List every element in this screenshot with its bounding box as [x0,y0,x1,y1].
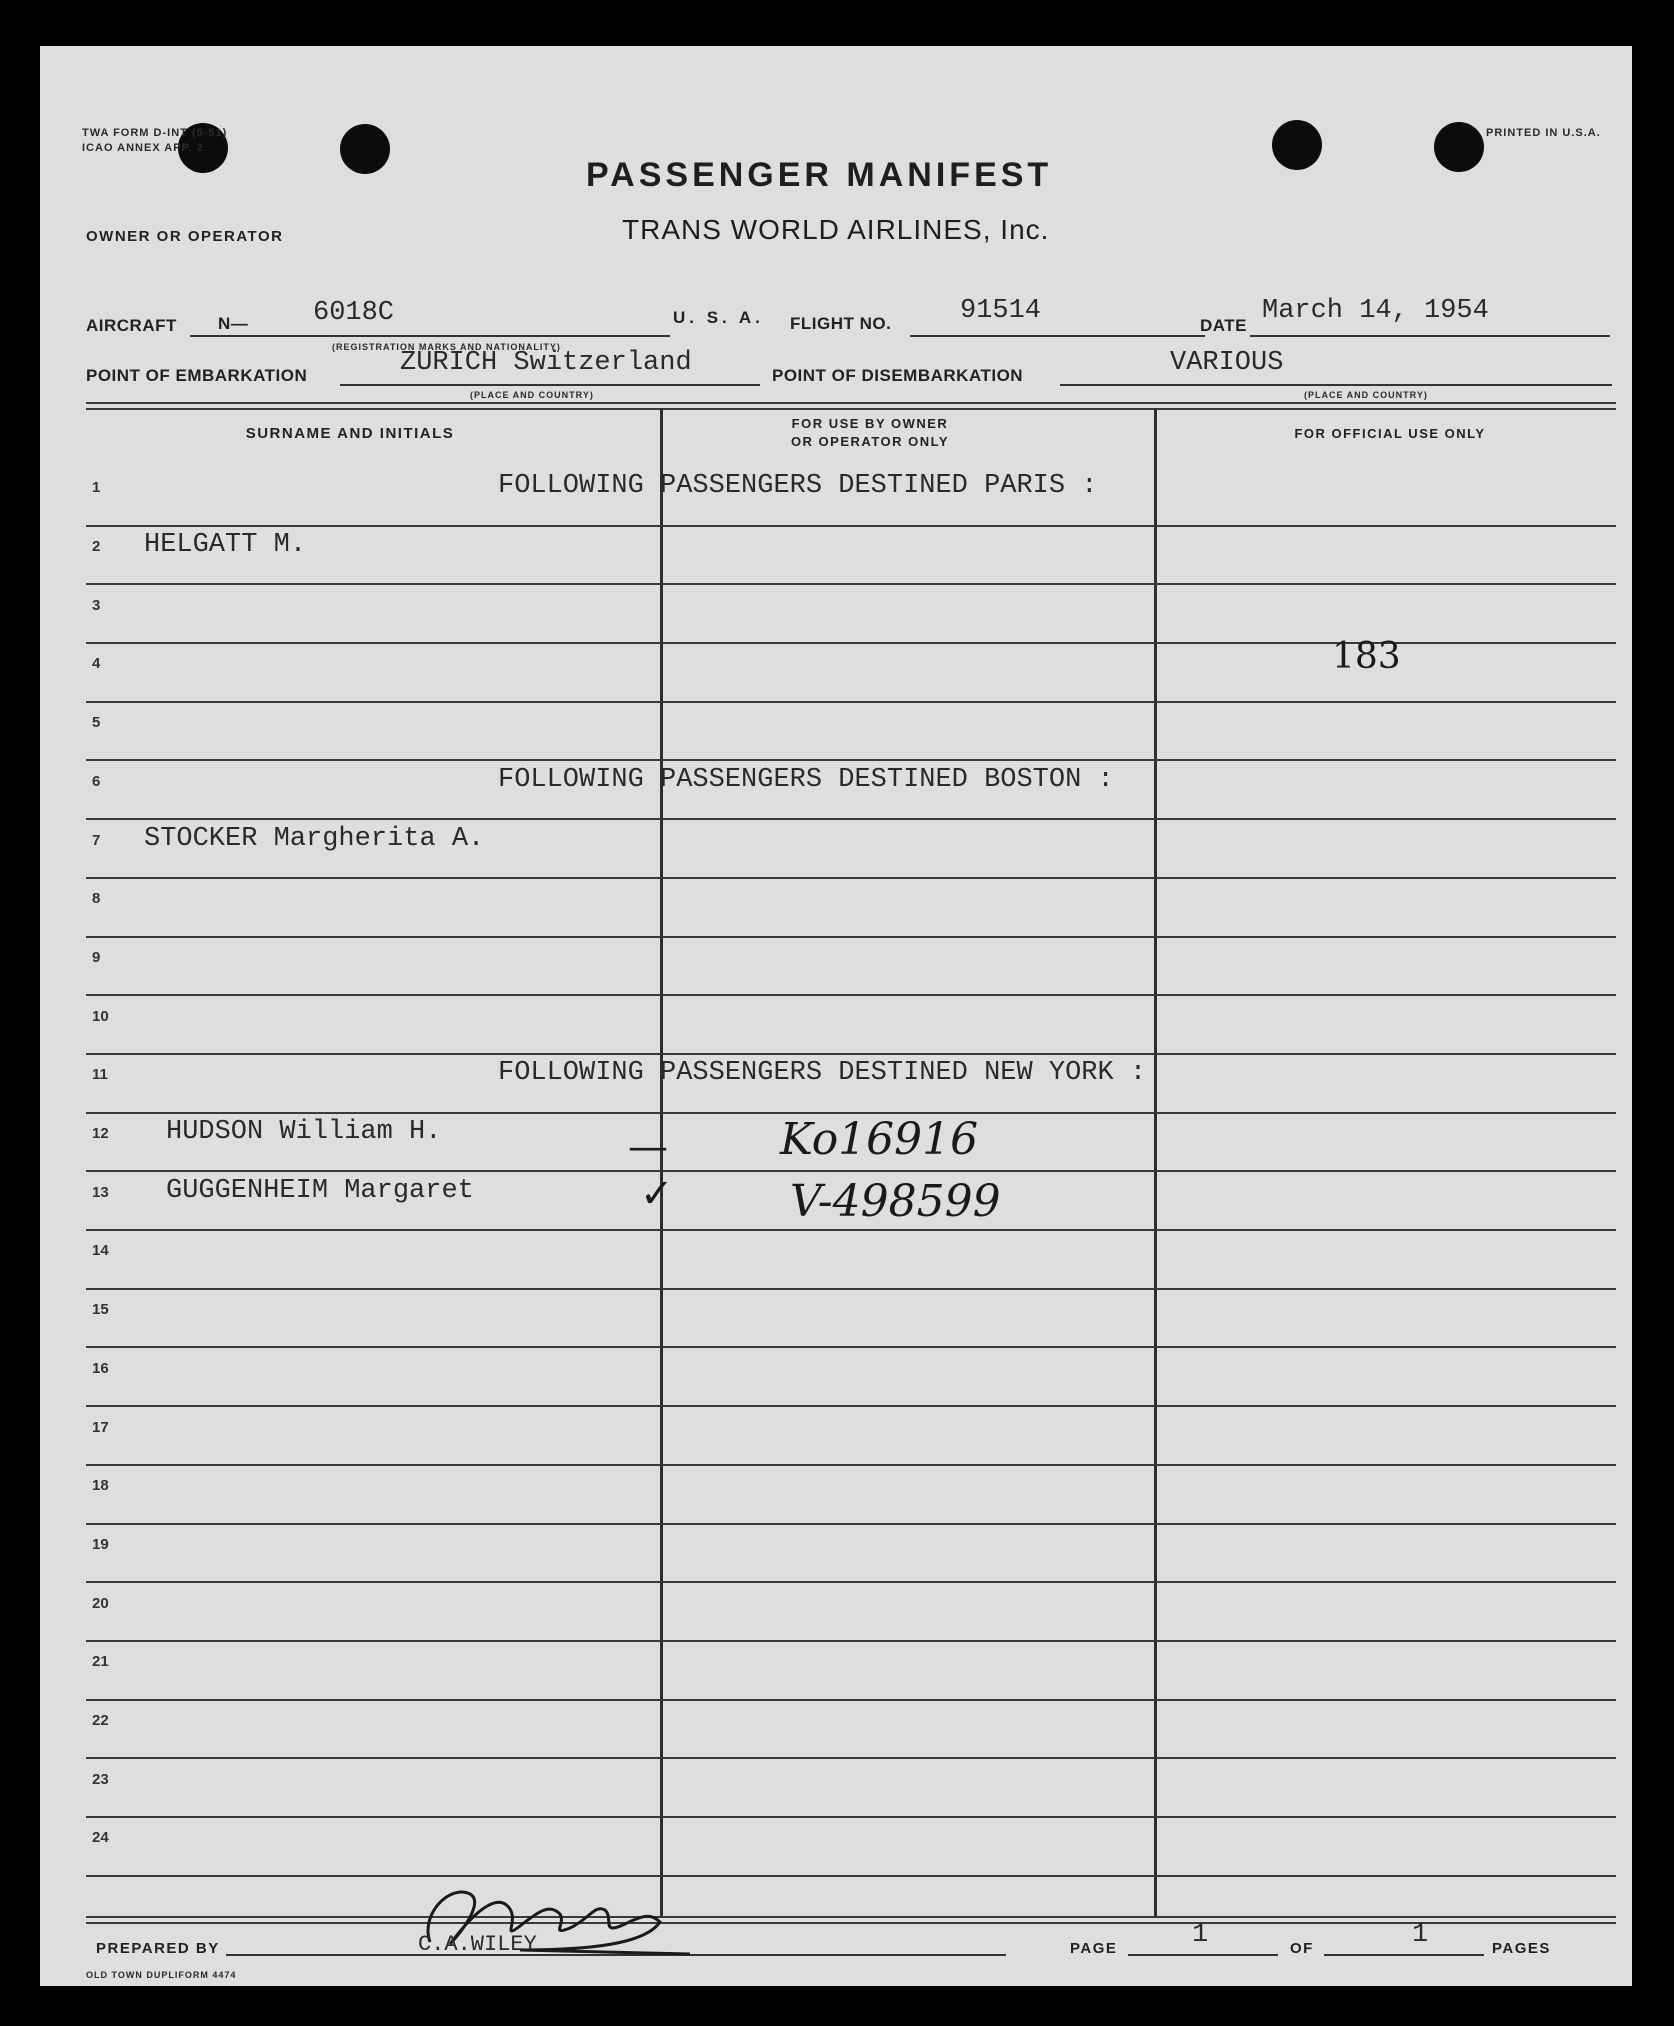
row-number: 3 [92,596,101,614]
registration-note: (REGISTRATION MARKS AND NATIONALITY) [332,342,561,352]
column-surname-header: SURNAME AND INITIALS [245,425,455,442]
table-row [40,1818,1632,1877]
page-label: PAGE [1070,1940,1118,1957]
operator-name: TRANS WORLD AIRLINES, Inc. [622,214,1050,245]
footer-rule [86,1922,1616,1924]
table-row [40,820,1632,879]
table-row [40,1525,1632,1584]
row-number: 20 [92,1594,109,1612]
manifest-sheet [40,46,1632,1986]
aircraft-underline [190,335,670,337]
disembarkation-note: (PLACE AND COUNTRY) [1304,390,1428,400]
row-number: 17 [92,1418,109,1436]
table-row [40,1407,1632,1466]
passport-guggenheim: V-498599 [790,1176,1001,1227]
official-note-183: 183 [1332,636,1401,677]
row-number: 19 [92,1535,109,1553]
form-annex: ICAO ANNEX APP. 2 [82,142,204,154]
passport-hudson: Ko16916 [780,1114,979,1165]
row-number: 5 [92,714,101,732]
column-owner-header-2: OR OPERATOR ONLY [790,434,950,449]
flight-underline [910,335,1205,337]
row-number: 21 [92,1653,109,1671]
date-value: March 14, 1954 [1262,296,1489,326]
table-row [40,1466,1632,1525]
form-title: PASSENGER MANIFEST [586,156,1053,194]
row-number: 11 [92,1066,108,1084]
row-number: 18 [92,1477,109,1495]
row-number: 16 [92,1359,109,1377]
disembarkation-label: POINT OF DISEMBARKATION [772,366,1024,385]
table-row [40,879,1632,938]
page-underline [1128,1954,1278,1956]
header-rule [86,402,1616,404]
usa-label: U. S. A. [673,308,764,327]
check-mark-hudson: — [628,1124,668,1170]
disembarkation-underline [1060,384,1612,386]
aircraft-label: AIRCRAFT [86,316,177,335]
punch-hole [340,124,390,174]
row-number: 4 [92,655,101,673]
table-row [40,527,1632,586]
punch-hole [1434,122,1484,172]
row-number: 24 [92,1829,109,1847]
table-row [40,1583,1632,1642]
date-label: DATE [1200,316,1248,335]
row-number: 23 [92,1770,109,1788]
disembarkation-value: VARIOUS [1170,348,1284,378]
table-row [40,1759,1632,1818]
aircraft-prefix: N— [218,314,249,333]
of-label: OF [1290,1940,1314,1957]
row-number: 6 [92,772,101,790]
row-number: 15 [92,1301,109,1319]
date-underline [1250,335,1610,337]
row-number: 13 [92,1183,109,1201]
owner-label: OWNER OR OPERATOR [86,228,284,245]
aircraft-value: 6018C [313,298,395,328]
of-underline [1324,1954,1484,1956]
row-number: 10 [92,1007,109,1025]
table-row [40,1231,1632,1290]
embarkation-label: POINT OF EMBARKATION [86,366,308,385]
passenger-name: HELGATT M. [144,530,307,561]
row-rule [86,1875,1616,1877]
passenger-name: STOCKER Margherita A. [144,823,485,854]
row-number: 2 [92,538,101,556]
table-row [40,1349,1632,1408]
destination-heading: FOLLOWING PASSENGERS DESTINED NEW YORK : [498,1058,1147,1089]
table-row [40,1055,1632,1114]
form-code: TWA FORM D-INT (5-51) [82,127,228,139]
header-rule [86,408,1616,410]
prepared-by-label: PREPARED BY [96,1940,220,1957]
embarkation-underline [340,384,760,386]
table-row [40,938,1632,997]
row-number: 1 [92,479,101,497]
row-number: 22 [92,1712,109,1730]
row-number: 7 [92,831,101,849]
punch-hole [1272,120,1322,170]
table-row [40,1290,1632,1349]
table-row [40,703,1632,762]
pages-label: PAGES [1492,1940,1551,1957]
page-value: 1 [1192,1920,1209,1950]
column-official-header: FOR OFFICIAL USE ONLY [1294,426,1486,441]
printer-note: OLD TOWN DUPLIFORM 4474 [86,1970,237,1980]
table-row [40,996,1632,1055]
row-number: 12 [92,1125,109,1143]
row-number: 14 [92,1242,109,1260]
table-row [40,468,1632,527]
passenger-name: HUDSON William H. [166,1117,442,1148]
column-owner-header-1: FOR USE BY OWNER [791,416,949,431]
embarkation-note: (PLACE AND COUNTRY) [470,390,594,400]
embarkation-value: ZURICH Switzerland [400,348,692,378]
table-row [40,1642,1632,1701]
flight-label: FLIGHT NO. [790,314,892,333]
footer-rule [86,1916,1616,1918]
destination-heading: FOLLOWING PASSENGERS DESTINED BOSTON : [498,764,1114,795]
printed-in-usa: PRINTED IN U.S.A. [1486,127,1601,139]
row-number: 9 [92,948,101,966]
table-row [40,762,1632,821]
prepared-by-typed: C.A.WILEY [418,1932,537,1957]
destination-heading: FOLLOWING PASSENGERS DESTINED PARIS : [498,471,1098,502]
of-value: 1 [1412,1920,1429,1950]
passenger-name: GUGGENHEIM Margaret [166,1175,474,1206]
row-number: 8 [92,890,101,908]
check-mark-guggenheim: ✓ [640,1171,674,1217]
flight-value: 91514 [960,296,1042,326]
table-row [40,1701,1632,1760]
